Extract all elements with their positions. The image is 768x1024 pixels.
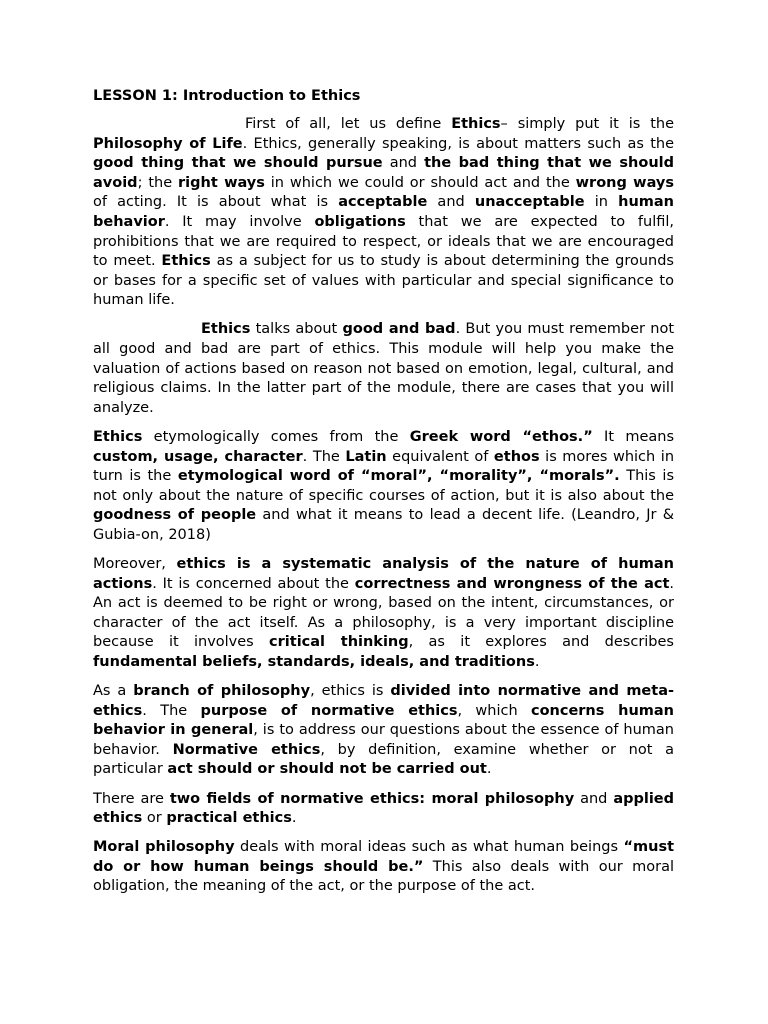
bold-term: divided into normative and meta-ethics [93,683,674,719]
text-run: equivalent of [386,448,494,465]
text-run: or [142,810,167,827]
text-run: . The [142,702,201,719]
text-run: . [486,761,492,778]
bold-term: good and bad [342,321,456,338]
bold-term: correctness and wrongness of the act [354,575,670,592]
body-paragraph [93,428,674,546]
text-run: . [534,653,540,670]
text-run: It means [592,428,674,445]
bold-term: concerns human behavior in general [93,702,674,739]
text-run: , as it explores and describes [408,634,674,651]
bold-term: two fields of normative ethics: moral philosophy [169,790,575,807]
text-run: This also deals with our moral obligation, the meaning of the act, or the purpose of the act. [93,858,674,895]
text-run: . It is concerned about the [152,575,355,592]
bold-term: goodness of people [93,507,257,524]
body-paragraph [93,555,674,673]
text-run: as a subject for us to study is about determining the grounds or bases for a specific set of values with particular and special significance to human life. [93,253,674,309]
text-run: etymologically comes from the [142,428,410,445]
text-run: , by definition, examine whether or not a particular [93,741,675,778]
bold-term: applied ethics [93,790,675,827]
text-run: is mores which in turn is the [93,448,675,485]
bold-term: fundamental beliefs, standards, ideals, and traditions [93,653,535,670]
bold-term: obligations [314,213,406,230]
text-run: . The [302,448,346,465]
bold-term: ethics is a systematic analysis of the nature of human actions [93,555,674,592]
bold-term: critical thinking [269,634,409,651]
text-run: . It may involve [164,213,315,230]
bold-term: Ethics [451,116,501,132]
body-paragraph [93,682,674,780]
document-body [93,115,674,897]
text-run: – simply put it is the [500,116,674,132]
text-run: First of all, let us define [245,116,452,132]
bold-term: the bad thing that we should avoid [93,155,674,191]
body-paragraph [93,320,674,418]
bold-term: Latin [345,448,387,465]
bold-term: Philosophy of Life [93,135,243,152]
text-run: and [574,790,614,807]
bold-term: purpose of normative ethics [200,702,458,719]
text-run: , ethics is [310,683,391,700]
text-run: . An act is deemed to be right or wrong, based on the intent, circumstances, or character of the act itself. As a philosophy, is a very important discipline because it involves [93,575,675,651]
bold-term: etymological word of “moral”, “morality”, “morals”. [177,468,620,485]
text-run: . Ethics, generally speaking, is about matters such as the [242,135,675,152]
text-run: that we are expected to fulfil, prohibitions that we are required to respect, or ideals that we are encouraged to meet. [93,213,674,270]
text-run: talks about [250,321,343,338]
body-paragraph [93,838,674,897]
bold-term: wrong ways [575,174,674,191]
text-run: Moreover, [93,555,177,572]
body-paragraph [93,115,674,311]
text-run: and [382,155,425,172]
text-run: This is not only about the nature of specific courses of action, but it is also about the [93,468,675,504]
bold-term: Normative ethics [172,741,321,758]
bold-term: Ethics [161,253,211,270]
text-run: deals with moral ideas such as what human beings [234,839,624,856]
body-paragraph [93,790,674,829]
text-run: and what it means to lead a decent life. (Leandro, Jr & Gubia-on, 2018) [93,507,675,543]
bold-term: branch of philosophy [133,683,311,700]
text-run: , which [457,702,531,719]
bold-term: practical ethics [166,810,292,827]
lesson-title: LESSON 1: Introduction to Ethics [93,88,361,104]
text-run: As a [93,683,134,700]
text-run: in which we could or should act and the [264,174,576,191]
bold-term: act should or should not be carried out [167,761,487,778]
bold-term: Ethics [201,321,251,338]
text-run: . But you must remember not all good and bad are part of ethics. This module will help you make the valuation of actions based on reason not based on emotion, legal, cultural, and religious claims. In the latter part of the module, there are cases that you will analyze. [93,321,674,416]
text-run: in [584,194,619,211]
text-run: of acting. It is about what is [93,194,339,211]
bold-term: acceptable [338,194,428,211]
bold-term: unacceptable [474,194,585,211]
text-run: and [427,194,475,211]
bold-term: Greek word “ethos.” [409,428,593,445]
bold-term: “must do or how human beings should be.” [93,839,675,875]
bold-term: human behavior [93,194,675,230]
text-run: , is to address our questions about the essence of human behavior. [93,722,674,758]
document-page [93,86,674,906]
bold-term: custom, usage, character [93,448,303,465]
bold-term: good thing that we should pursue [93,155,383,172]
bold-term: right ways [178,174,265,191]
bold-term: ethos [493,448,540,465]
text-run: There are [93,790,170,807]
bold-term: Ethics [93,428,143,445]
text-run: ; the [137,174,178,191]
bold-term: Moral philosophy [93,839,235,856]
text-run: . [291,810,297,827]
